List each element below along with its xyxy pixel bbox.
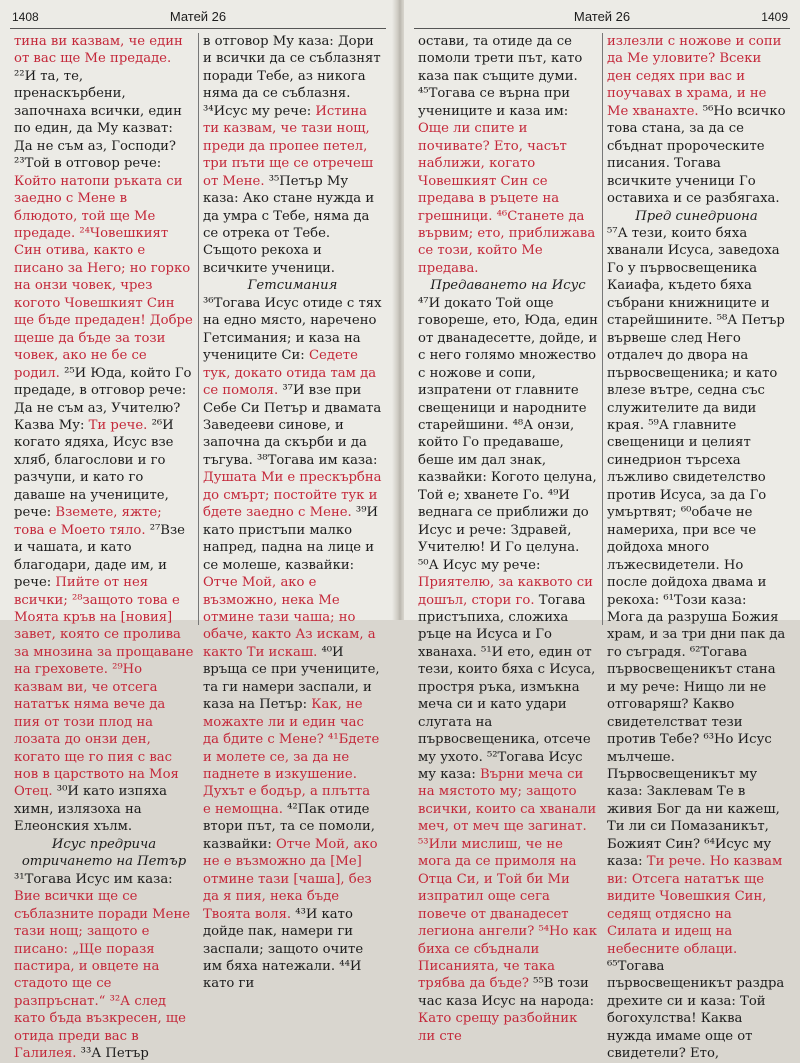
right-page-columns bbox=[414, 33, 790, 1062]
scripture-text: ⁵⁷А тези, които бяха хванали Исуса, заведоха Го у първосвещеника Каиафа, където бяха събрани книжниците и старейшините. ⁵⁸А Петър вървеше след Него отдалеч до двора на първосвещеника; и като влезе вътре, седна със служителите да види края. ⁵⁹А главните свещеници и целият синедрион търсеха лъжливо свидетелство против Исуса, за да Го умъртвят; ⁶⁰обаче не намериха, при все че дойдоха много лъжесвидетели. Но после дойдоха двама и рекоха: ⁶¹Този каза: Мога да разруша Божия храм, и за три дни пак да го съградя. ⁶²Тогава първосвещеникът стана и му рече: Нищо ли не отговаряш? Какво свидетелстват тези против Тебе? ⁶³Но Исус мълчеше. Първосвещеникът му каза: Заклевам Те в живия Бог да ни кажеш, Ти ли си Помазаникът, Божият Син? ⁶⁴Исус му каза: bbox=[607, 225, 786, 870]
red-letter-text: Отче Мой, ако не е възможно да [Ме] отмине тази [чаша], без да я пия, нека бъде Твоята воля. bbox=[203, 836, 378, 922]
right-column-2 bbox=[602, 33, 790, 1062]
scripture-text: в отговор Му каза: Дори и всички да се съблазнят поради Тебе, аз никога няма да се съблазня. ³⁴Исус му рече: bbox=[203, 34, 381, 119]
red-letter-text: Седете тук, докато отида там да се помоля. bbox=[203, 348, 377, 399]
verse-paragraph bbox=[418, 33, 598, 277]
left-page-header bbox=[10, 8, 386, 29]
left-page-columns bbox=[10, 33, 386, 1062]
scripture-text: ³³А Петър bbox=[80, 1046, 149, 1062]
red-letter-text: Ти рече. bbox=[88, 417, 152, 433]
left-running-head: Матей 26 bbox=[169, 9, 227, 24]
red-letter-text: Приятелю, за каквото си дошъл, стори го. bbox=[418, 575, 593, 608]
scripture-text: ⁴²Пак отиде втори път, та се помоли, казвайки: bbox=[203, 801, 375, 852]
red-letter-text: Как, не можахте ли и един час да бдите с Мене? ⁴¹Бдете и молете се, за да не паднете в изкушение. Духът е бодър, а плътта е немощна. bbox=[203, 697, 380, 817]
scripture-text: остави, та отиде да се помоли трети път, като каза пак същите думи. ⁴⁵Тогава се върна при учениците и каза им: bbox=[418, 34, 583, 119]
verse-paragraph bbox=[418, 295, 598, 1045]
verse-paragraph bbox=[203, 295, 382, 993]
scripture-text: ⁵⁶Но всичко това стана, за да се сбъднат пророческите писания. Тогава всичките ученици Го оставиха и се разбягаха. bbox=[607, 103, 786, 207]
red-letter-text: Който натопи ръката си заедно с Мене в блюдото, той ще Ме предаде. ²⁴Човешкият Син отива, както е писано за Него; но горко на онзи човек, чрез когото Човешкият Син ще бъде предаден! Добре щеше да бъде за този човек, ако не бе се родил. bbox=[14, 173, 193, 381]
scripture-text: Тогава пристъпиха, сложиха ръце на Исуса и Го хванаха. ⁵¹И ето, един от тези, които бяха с Исуса, простря ръка, измъкна меча си и като удари слугата на първосвещеника, отсече му ухото. ⁵²Тогава Исус му каза: bbox=[418, 592, 596, 783]
scripture-text: ²⁶И когато ядяха, Исус взе хляб, благослови и го разчупи, и като го даваше на учениците, рече: bbox=[14, 417, 174, 521]
scripture-text: ³⁷И взе при Себе Си Петър и двамата Заведееви синове, и започна да скърби и да тъгува. ³⁸Тогава им каза: bbox=[203, 383, 382, 468]
red-letter-text: Още ли спите и почивате? Ето, часът наближи, когато Човешкият Син се предава в ръцете на грешници. ⁴⁶Станете да вървим; ето, приближава се този, който Ме предава. bbox=[418, 121, 596, 276]
red-letter-text: Пийте от нея всички; ²⁸защото това е Моята кръв на [новия] завет, която се пролива за мнозина за прощаване на греховете. ²⁹Но казвам ви, че отсега нататък няма вече да пия от този плод на лозата до онзи ден, когато ще го пия с вас нов в царството на Моя Отец. bbox=[14, 575, 194, 800]
scripture-text: ²⁷Взе и чашата, и като благодари, даде им, и рече: bbox=[14, 522, 185, 591]
verse-paragraph bbox=[203, 33, 382, 277]
red-letter-text: Като срещу разбойник ли сте bbox=[418, 1011, 578, 1044]
scripture-text: ³⁵Петър Му каза: Ако стане нужда и да умра с Тебе, няма да се отрека от Тебе. Същото рекоха и всичките ученици. bbox=[203, 173, 375, 276]
verse-paragraph bbox=[607, 225, 786, 1063]
red-letter-text: Ти рече. Но казвам ви: Отсега нататък ще видите Човешкия Син, седящ отдясно на Силата и идещ на небесните облаци. bbox=[607, 854, 783, 957]
scripture-text: ³⁶Тогава Исус отиде с тях на едно място, наречено Гетсимания; и каза на учениците Си: bbox=[203, 295, 382, 364]
red-letter-text: тина ви казвам, че един от вас ще Ме предаде. bbox=[14, 34, 183, 67]
red-letter-text: Отче Мой, ако е възможно, нека Ме отмине тази чаша; но обаче, както Аз искам, а както Ти искаш. bbox=[203, 575, 376, 660]
scripture-text: ⁶⁵Тогава първосвещеникът раздра дрехите си и каза: Той богохулства! Каква нужда имаме още от свидетели? Ето, bbox=[607, 959, 785, 1062]
scripture-text: ³¹Тогава Исус им каза: bbox=[14, 871, 173, 887]
scripture-text: ⁴³И като дойде пак, намери ги заспали; защото очите им бяха натежали. ⁴⁴И като ги bbox=[203, 906, 364, 992]
scripture-text: ³⁹И като пристъпи малко напред, падна на лице и се молеше, казвайки: bbox=[203, 505, 378, 573]
left-page bbox=[0, 0, 396, 1062]
section-heading: Исус предрича отричането на Петър bbox=[21, 836, 187, 870]
right-page bbox=[404, 0, 800, 1062]
scripture-text: ⁴⁰И връща се при учениците, та ги намери заспали, и каза на Петър: bbox=[203, 644, 380, 713]
red-letter-text: излезли с ножове и сопи да Ме уловите? Всеки ден седях при вас и поучавах в храма, и не Ме хванахте. bbox=[607, 34, 782, 119]
left-column-1 bbox=[10, 33, 198, 1062]
right-running-head: Матей 26 bbox=[573, 9, 631, 24]
verse-paragraph bbox=[607, 33, 786, 208]
right-page-number: 1409 bbox=[761, 10, 788, 24]
scripture-text: ⁵⁵В този час каза Исус на народа: bbox=[418, 976, 595, 1009]
section-heading: Предаването на Исус bbox=[430, 278, 586, 294]
section-heading: Пред синедриона bbox=[635, 208, 758, 224]
red-letter-text: Вие всички ще се съблазните поради Мене тази нощ; защото е писано: „Ще поразя пастира, и овцете на стадото ще се разпръснат.“ ³²А след като бъда възкресен, ще отида преди вас в Галилея. bbox=[14, 889, 191, 1062]
left-column-2 bbox=[198, 33, 386, 992]
scripture-text: ³⁰И като изпяха химн, излязоха на Елеонския хълм. bbox=[14, 784, 167, 835]
scripture-text: ²⁵И Юда, който Го предаде, в отговор рече: Да не съм аз, Учителю? Казва Му: bbox=[14, 365, 192, 433]
section-heading: Гетсимания bbox=[247, 278, 338, 294]
right-page-header bbox=[414, 8, 790, 29]
scripture-text: ²²И та, те, пренаскърбени, започнаха всички, един по един, да Му казват: Да не съм аз, Господи? ²³Той в отговор рече: bbox=[14, 68, 182, 172]
right-column-1 bbox=[414, 33, 602, 1044]
red-letter-text: Върни меча си на мястото му; защото всички, които са хванали меч, от меч ще загинат. ⁵³Или мислиш, че не мога да се примоля на Отца Си, и Той би Ми изпратил още сега повече от дванадесет легиона ангели? ⁵⁴Но как биха се сбъднали Писанията, че така трябва да бъде? bbox=[418, 767, 598, 992]
verse-paragraph bbox=[14, 871, 194, 1063]
verse-paragraph bbox=[14, 33, 194, 836]
red-letter-text: Душата Ми е прескърбна до смърт; постойте тук и бдете заедно с Мене. bbox=[203, 470, 382, 521]
red-letter-text: Вземете, яжте; това е Моето тяло. bbox=[14, 505, 162, 538]
scripture-text: ⁴⁷И докато Той още говореше, ето, Юда, един от дванадесетте, дойде, и с него голямо множество с ножове и сопи, изпратени от главните свещеници и народните старейшини. ⁴⁸А онзи, който Го предаваше, беше им дал знак, казвайки: Когото целуна, Той е; хванете Го. ⁴⁹И веднага се приближи до Исус и рече: Здравей, Учителю! И Го целуна. ⁵⁰А Исус му рече: bbox=[418, 295, 598, 573]
left-page-number: 1408 bbox=[12, 10, 39, 24]
red-letter-text: Истина ти казвам, че тази нощ, преди да пропее петел, три пъти ще се отречеш от Мене. bbox=[203, 103, 374, 189]
